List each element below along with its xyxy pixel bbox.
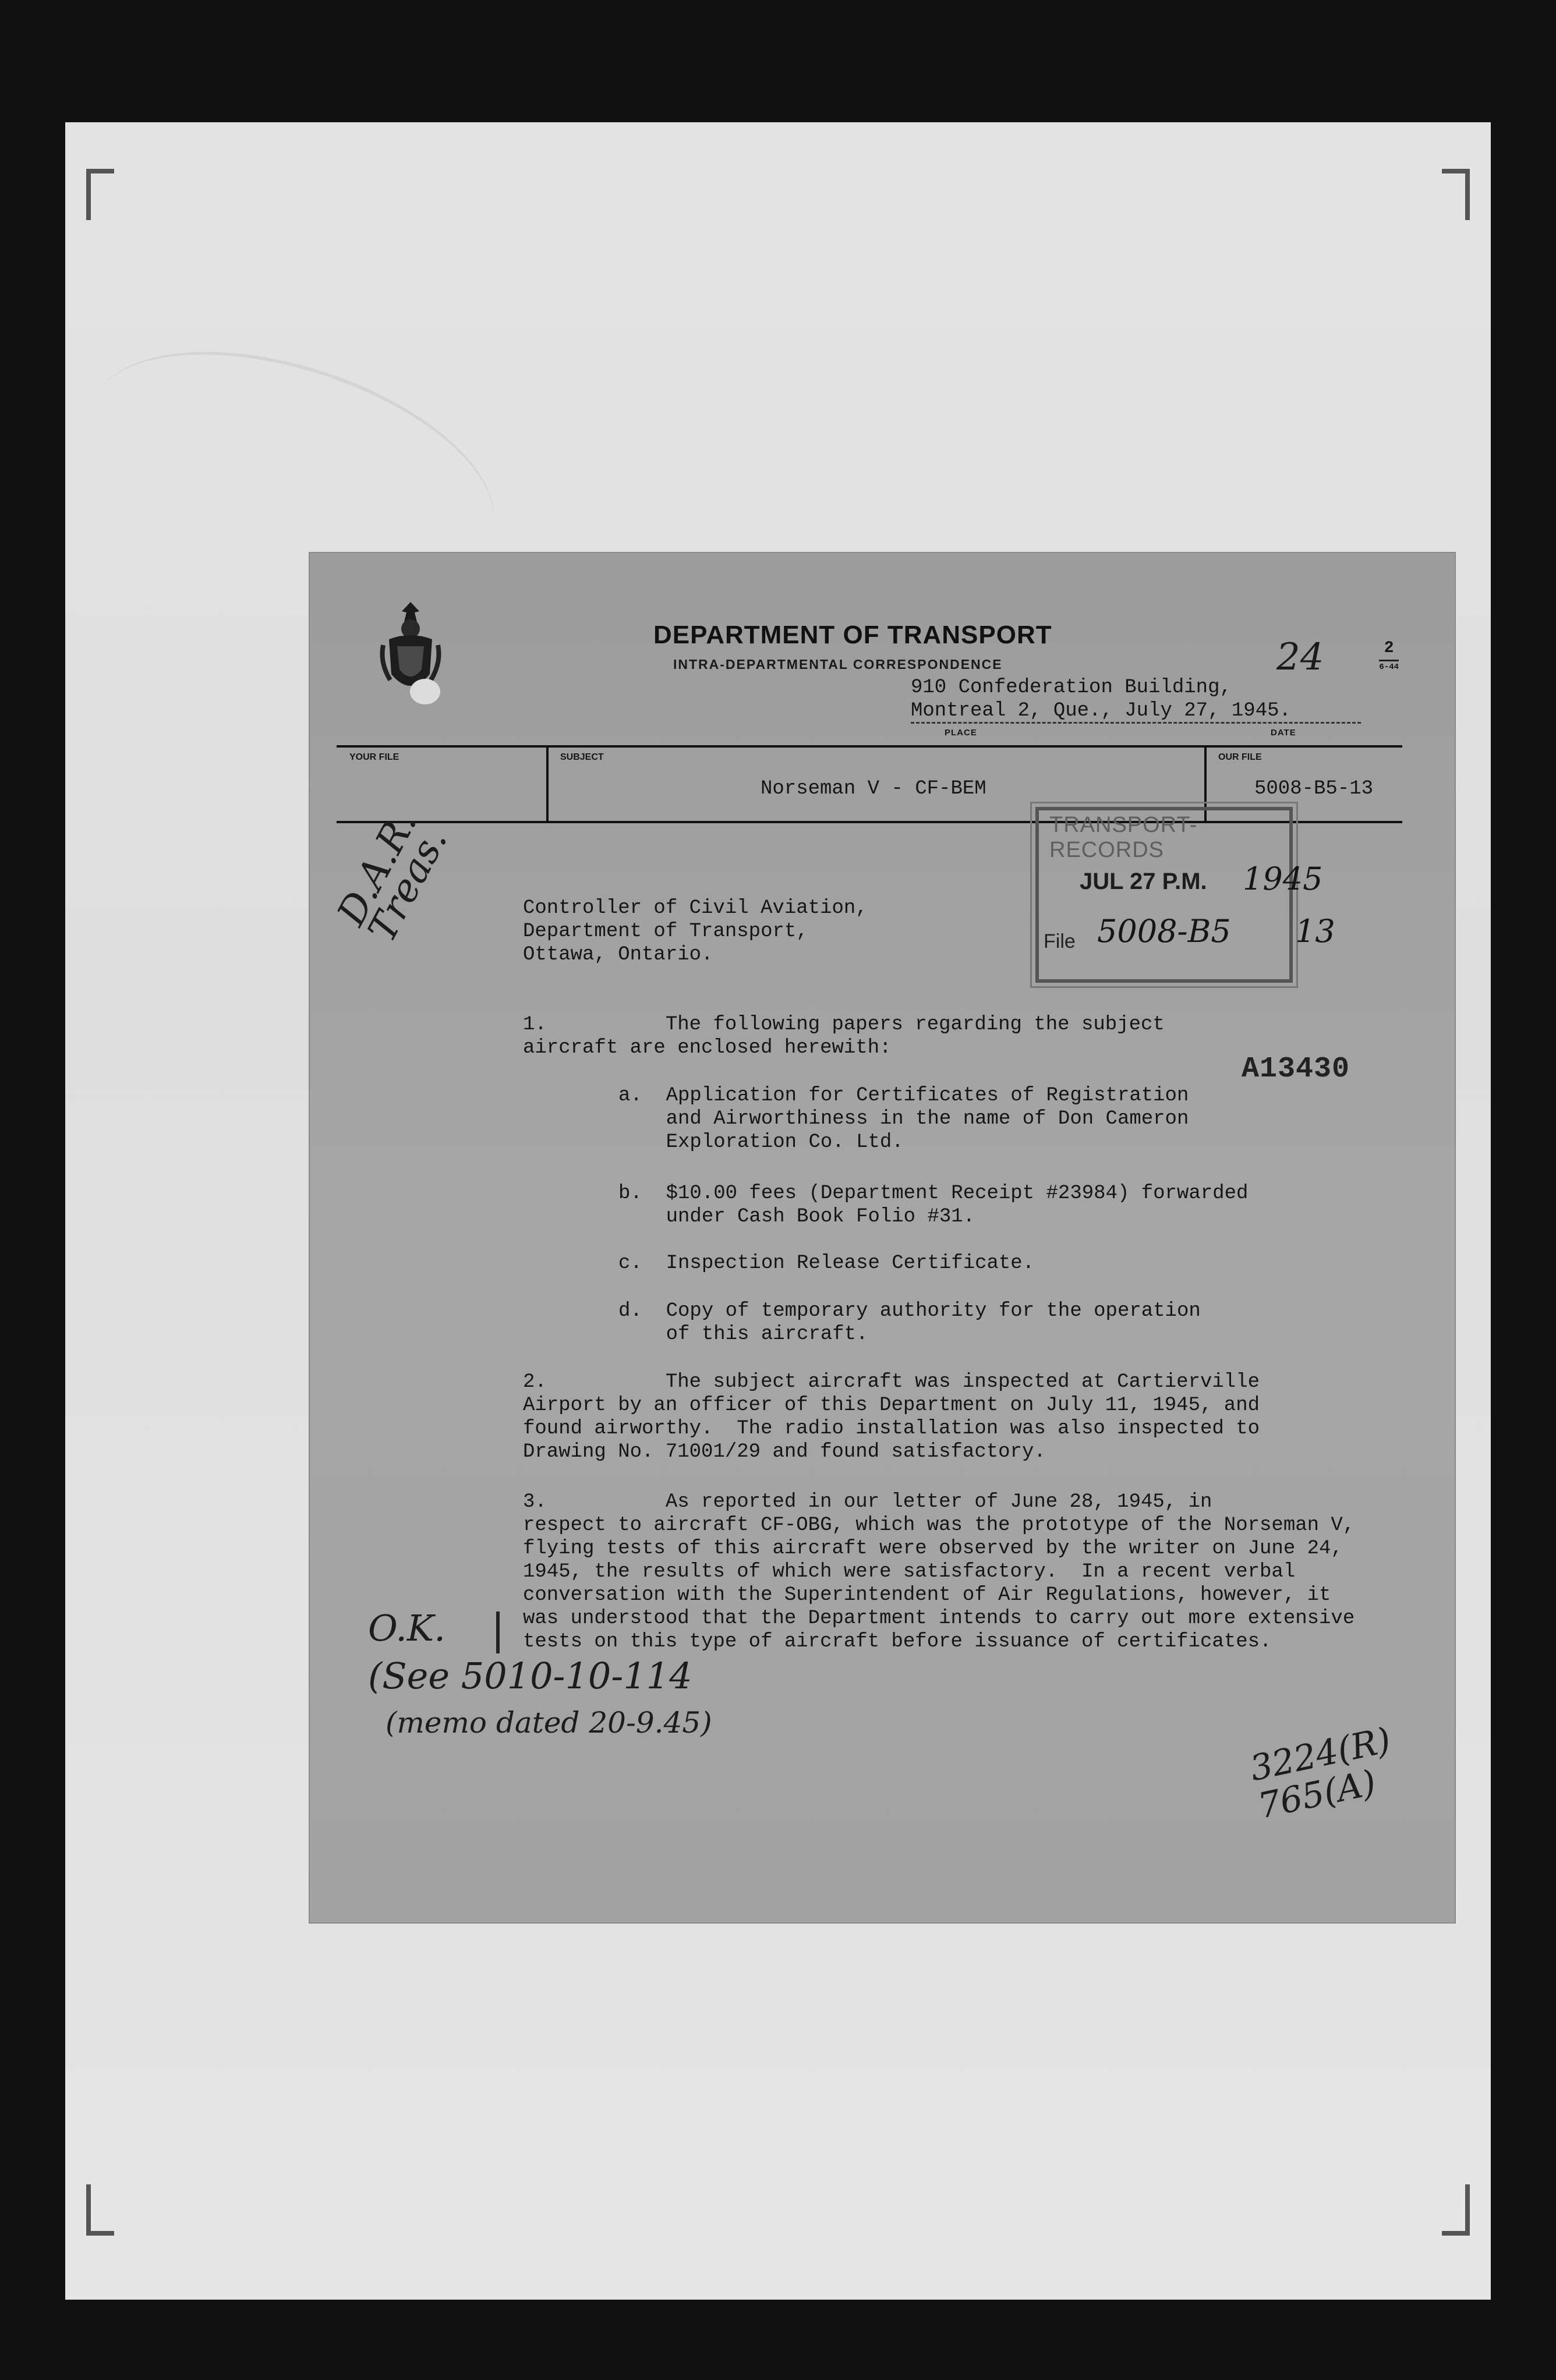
enclosure-d: d. Copy of temporary authority for the operation of this aircraft. bbox=[618, 1300, 1201, 1345]
crop-mark-bottom-left bbox=[86, 2184, 114, 2236]
records-received-stamp bbox=[1035, 807, 1335, 983]
stamp-date: JUL 27 P.M. bbox=[1080, 869, 1207, 894]
paragraph-3: 3. As reported in our letter of June 28, 1945, in respect to aircraft CF-OBG, which was the prototype of the Norseman V, flying tests of this aircraft were observed by the writer on June 24, 1945, the results of which were satisfactory. In a recent verbal conversation with the Superintendent of Air Regulations, however, it was understood that the Department intends to carry out more extensive tests on this type of aircraft before issuance of certificates. bbox=[523, 1491, 1355, 1653]
margin-note-dar-treas: D.A.R. Treas. bbox=[328, 803, 457, 950]
your-file-label: YOUR FILE bbox=[349, 752, 399, 762]
department-title: DEPARTMENT OF TRANSPORT bbox=[653, 621, 1052, 649]
correspondence-subtitle: INTRA-DEPARTMENTAL CORRESPONDENCE bbox=[673, 657, 1003, 672]
paragraph-2: 2. The subject aircraft was inspected at Cartierville Airport by an officer of this Department on July 11, 1945, and found airworthy. The radio installation was also inspected to Drawing No. 71001/29 and found satisfactory. bbox=[523, 1371, 1260, 1463]
subject-value: Norseman V - CF-BEM bbox=[761, 778, 986, 800]
addressee-line-1: Controller of Civil Aviation, bbox=[523, 897, 868, 919]
addressee-line-2: Department of Transport, bbox=[523, 920, 808, 943]
enclosure-b: b. $10.00 fees (Department Receipt #23984) forwarded under Cash Book Folio #31. bbox=[618, 1182, 1249, 1228]
addressee-line-3: Ottawa, Ontario. bbox=[523, 944, 713, 966]
our-file-label: OUR FILE bbox=[1218, 752, 1262, 762]
reference-number: A13430 bbox=[1242, 1053, 1350, 1086]
memo-sheet bbox=[310, 553, 1455, 1922]
handwritten-memo-date: (memo dated 20-9.45) bbox=[386, 1706, 712, 1740]
enclosure-c: c. Inspection Release Certificate. bbox=[618, 1252, 1035, 1274]
handwritten-bar bbox=[496, 1612, 500, 1653]
crop-mark-top-right bbox=[1442, 169, 1470, 220]
date-caption: DATE bbox=[1271, 728, 1296, 738]
crop-mark-bottom-right bbox=[1442, 2184, 1470, 2236]
form-number bbox=[1379, 639, 1399, 672]
handwritten-corner-references: 3224(R) 765(A) bbox=[1246, 1720, 1395, 1827]
stamp-title: TRANSPORT-RECORDS bbox=[1049, 813, 1198, 862]
date-line: Montreal 2, Que., July 27, 1945. bbox=[911, 700, 1361, 724]
form-number-value: 2 bbox=[1384, 639, 1394, 657]
crop-mark-top-left bbox=[86, 169, 114, 220]
stamp-file-label: File bbox=[1044, 930, 1076, 952]
subject-label: SUBJECT bbox=[560, 752, 604, 762]
enclosure-a: a. Application for Certificates of Registration and Airworthiness in the name of Don Cameron Exploration Co. Ltd. bbox=[618, 1085, 1189, 1153]
place-caption: PLACE bbox=[945, 728, 977, 738]
handwritten-ok: O.K. bbox=[368, 1607, 445, 1649]
stamp-handwritten-year: 1945 bbox=[1243, 860, 1323, 897]
form-edition: 6-44 bbox=[1379, 660, 1399, 672]
our-file-value: 5008-B5-13 bbox=[1254, 778, 1374, 800]
divider bbox=[546, 748, 549, 821]
handwritten-page-number: 24 bbox=[1276, 636, 1324, 679]
paragraph-1: 1. The following papers regarding the subject aircraft are enclosed herewith: bbox=[523, 1014, 1165, 1059]
coat-of-arms-icon bbox=[379, 598, 443, 709]
stamp-handwritten-file: 5008-B5 bbox=[1097, 913, 1231, 950]
handwritten-see-reference: (See 5010-10-114 bbox=[368, 1655, 692, 1697]
stamp-handwritten-suffix: 13 bbox=[1295, 913, 1335, 950]
place-line: 910 Confederation Building, bbox=[911, 677, 1232, 699]
